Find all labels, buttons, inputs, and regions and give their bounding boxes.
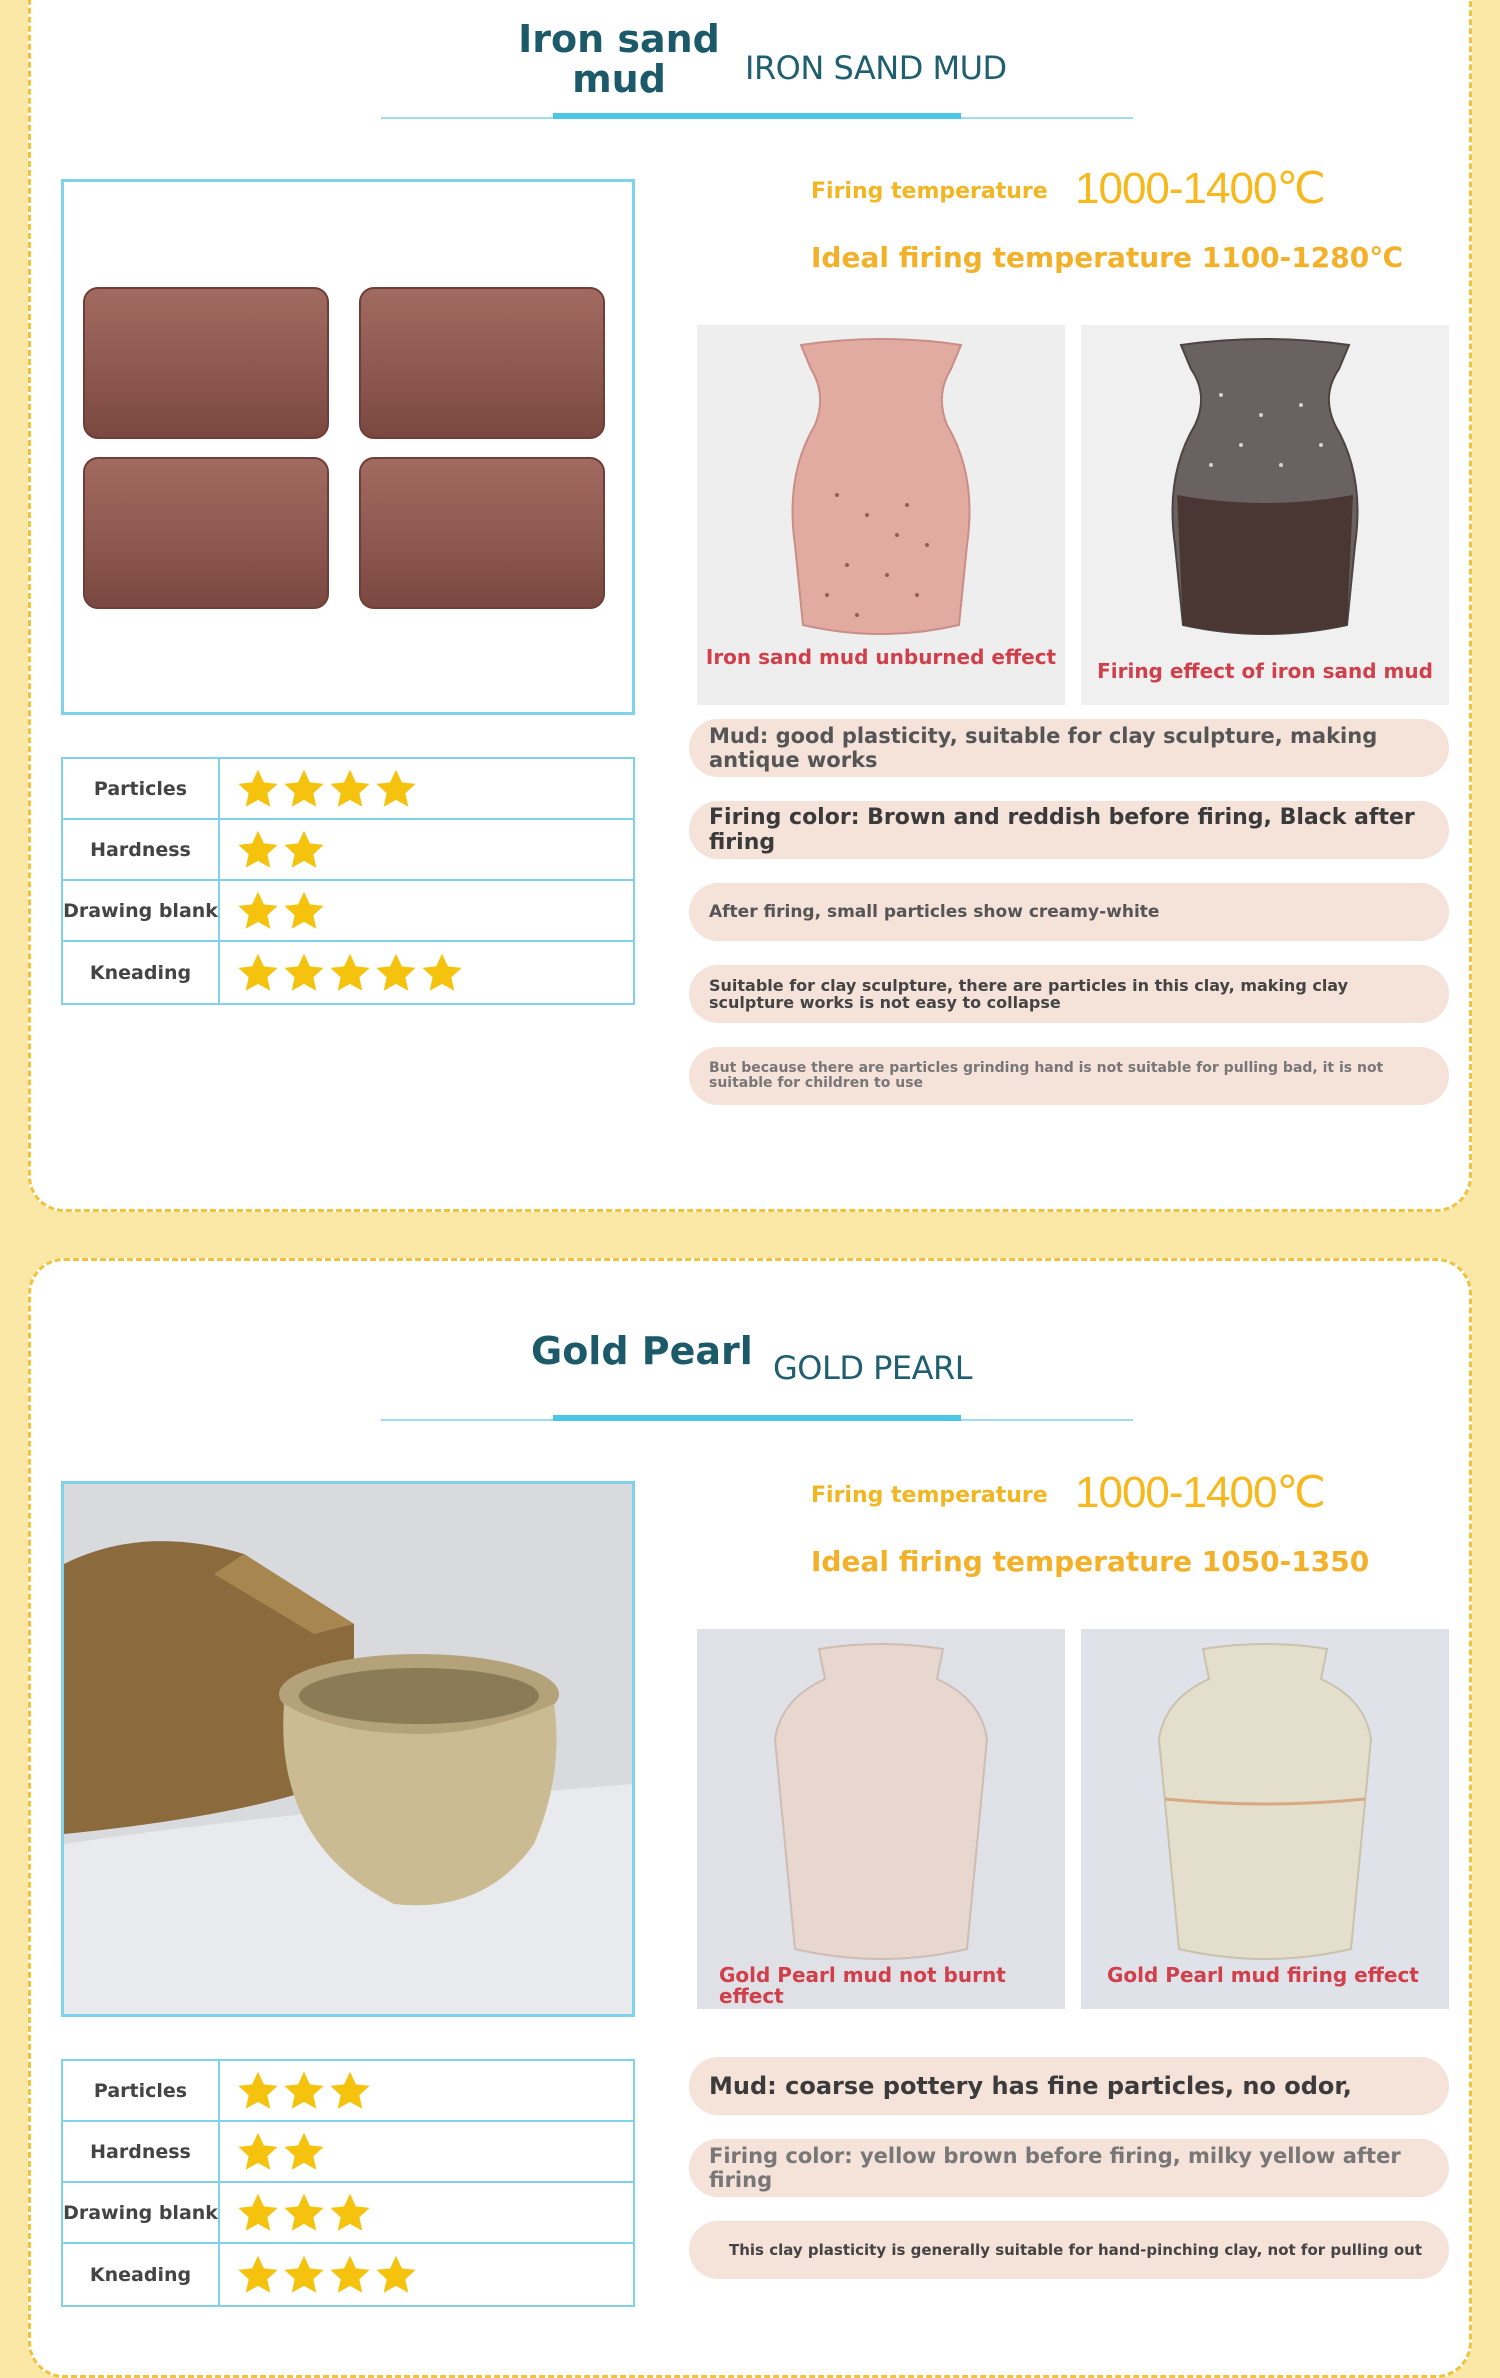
star-icon	[282, 951, 326, 995]
rating-row-particles	[63, 759, 633, 820]
rating-row-hardness	[63, 820, 633, 881]
star-rating	[220, 2061, 633, 2120]
star-icon	[374, 767, 418, 811]
firing-temperature-range: 1000-1400℃	[1075, 164, 1325, 213]
sample-caption: Gold Pearl mud firing effect	[1107, 1963, 1419, 1987]
star-rating	[220, 2244, 633, 2305]
star-icon	[236, 828, 280, 872]
rating-row-hardness	[63, 2122, 633, 2183]
sample-caption: Firing effect of iron sand mud	[1097, 659, 1433, 683]
note-pill: Mud: coarse pottery has fine particles, no odor,	[689, 2057, 1449, 2115]
rating-label: Kneading	[63, 2244, 220, 2305]
iron-sand-panel	[28, 0, 1472, 1212]
star-icon	[328, 2191, 372, 2235]
rating-table	[61, 757, 635, 1005]
star-icon	[328, 767, 372, 811]
note-pill: Firing color: yellow brown before firing, milky yellow after firing	[689, 2139, 1449, 2197]
star-icon	[328, 2069, 372, 2113]
star-icon	[328, 951, 372, 995]
gold-pearl-bowl-photo	[61, 1481, 635, 2017]
ideal-firing-temperature: Ideal firing temperature 1050-1350	[811, 1545, 1370, 1578]
note-pill: Mud: good plasticity, suitable for clay sculpture, making antique works	[689, 719, 1449, 777]
section-title: Gold Pearl	[531, 1329, 753, 1373]
star-icon	[282, 828, 326, 872]
star-icon	[374, 951, 418, 995]
star-rating	[220, 881, 633, 940]
title-divider-accent	[553, 113, 961, 119]
fired-vase-photo	[1081, 1629, 1449, 2009]
star-icon	[236, 2130, 280, 2174]
star-icon	[236, 2191, 280, 2235]
rating-label: Hardness	[63, 820, 220, 879]
rating-row-kneading	[63, 942, 633, 1003]
note-pill: Firing color: Brown and reddish before firing, Black after firing	[689, 801, 1449, 859]
star-icon	[236, 889, 280, 933]
sample-caption: Gold Pearl mud not burnt effect	[719, 1963, 1006, 2008]
star-icon	[236, 767, 280, 811]
ideal-firing-temperature: Ideal firing temperature 1100-1280℃	[811, 241, 1404, 274]
section-title: Iron sand mud	[518, 17, 720, 101]
star-rating	[220, 2183, 633, 2242]
firing-temperature-label: Firing temperature	[811, 1483, 1048, 1508]
star-rating	[220, 759, 633, 818]
note-pill: After firing, small particles show creamy-white	[689, 883, 1449, 941]
star-rating	[220, 820, 633, 879]
star-icon	[282, 2253, 326, 2297]
rating-label: Drawing blank	[63, 881, 220, 940]
rating-label: Kneading	[63, 942, 220, 1003]
star-icon	[282, 767, 326, 811]
section-subtitle: IRON SAND MUD	[745, 49, 1007, 87]
note-pill: Suitable for clay sculpture, there are particles in this clay, making clay sculpture works is not easy to collapse	[689, 965, 1449, 1023]
clay-blocks-photo	[61, 179, 635, 715]
star-icon	[282, 2130, 326, 2174]
gold-pearl-panel	[28, 1258, 1472, 2378]
star-icon	[236, 2069, 280, 2113]
title-divider-accent	[553, 1415, 961, 1421]
star-icon	[420, 951, 464, 995]
rating-label: Drawing blank	[63, 2183, 220, 2242]
unfired-vase-photo	[697, 325, 1065, 705]
star-icon	[374, 2253, 418, 2297]
rating-row-kneading	[63, 2244, 633, 2305]
star-icon	[282, 2069, 326, 2113]
star-icon	[236, 2253, 280, 2297]
rating-label: Hardness	[63, 2122, 220, 2181]
rating-label: Particles	[63, 759, 220, 818]
star-icon	[282, 889, 326, 933]
note-pill: This clay plasticity is generally suitable for hand-pinching clay, not for pulling out	[689, 2221, 1449, 2279]
unfired-vase-photo	[697, 1629, 1065, 2009]
note-pill: But because there are particles grinding hand is not suitable for pulling bad, it is not suitable for children to use	[689, 1047, 1449, 1105]
rating-row-drawing-blank	[63, 881, 633, 942]
section-subtitle: GOLD PEARL	[773, 1349, 973, 1387]
fired-vase-photo	[1081, 325, 1449, 705]
rating-table	[61, 2059, 635, 2307]
rating-row-particles	[63, 2061, 633, 2122]
firing-temperature-label: Firing temperature	[811, 179, 1048, 204]
star-rating	[220, 2122, 633, 2181]
sample-caption: Iron sand mud unburned effect	[705, 645, 1057, 669]
rating-label: Particles	[63, 2061, 220, 2120]
star-icon	[328, 2253, 372, 2297]
firing-temperature-range: 1000-1400℃	[1075, 1468, 1325, 1517]
star-icon	[236, 951, 280, 995]
star-icon	[282, 2191, 326, 2235]
star-rating	[220, 942, 633, 1003]
rating-row-drawing-blank	[63, 2183, 633, 2244]
